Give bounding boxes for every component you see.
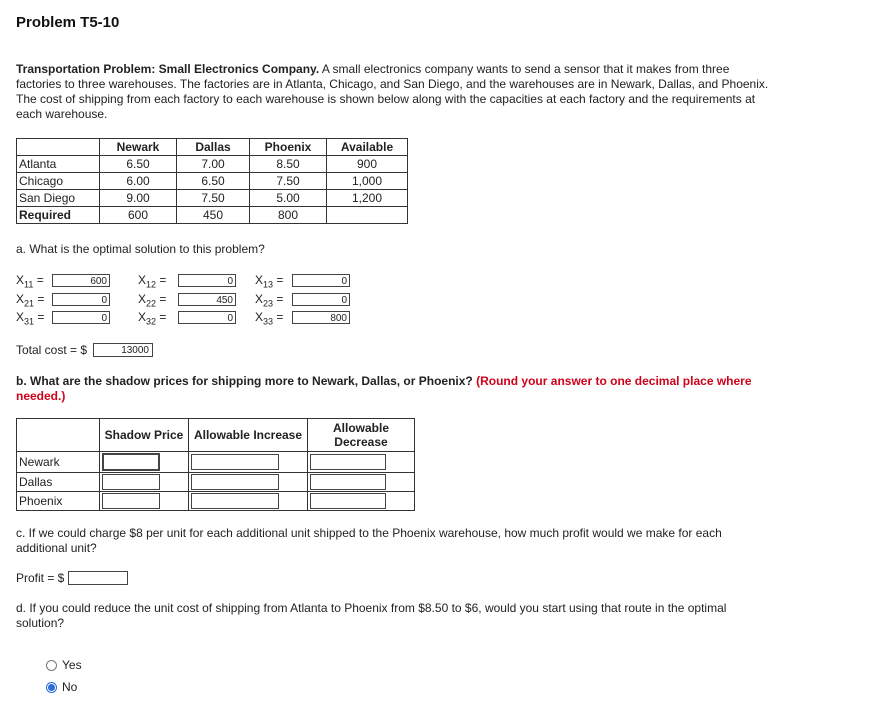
- part-d-question: d. If you could reduce the unit cost of shipping from Atlanta to Phoenix from $8.50 to $6, would you start using that route in the optimal solution?: [16, 601, 727, 630]
- cost-cell: 600: [100, 207, 177, 224]
- allowable-increase-phoenix-input[interactable]: [191, 493, 279, 509]
- profit-input[interactable]: [68, 571, 128, 585]
- part-b-question: [16, 374, 776, 404]
- row-label: Chicago: [17, 173, 100, 190]
- cost-cell: 7.00: [177, 156, 250, 173]
- row-label: San Diego: [17, 190, 100, 207]
- var-label-x33: $X_{33}$ =: [255, 310, 284, 327]
- shadow-price-cell: [100, 473, 189, 492]
- var-label-x21: $X_{21}$ =: [16, 292, 45, 309]
- cost-cell: 6.50: [177, 173, 250, 190]
- allowable-increase-dallas-input[interactable]: [191, 474, 279, 490]
- shadow-row-dallas: [17, 473, 415, 492]
- var-label-x13: $X_{13}$ =: [255, 273, 284, 290]
- intro-text: A small electronics company wants to send a sensor that it makes from three factories to three warehouses. The factories are in Atlanta, Chicago, and San Diego, and the warehouses are in Newark, Dallas, and Phoenix. The cost of shipping from each factory to each warehouse is shown below along with the capacities at each factory and the requirements at each warehouse.: [16, 62, 769, 121]
- cost-cell: 450: [177, 207, 250, 224]
- row-label: Newark: [17, 452, 100, 473]
- radio-label-yes: Yes: [62, 658, 82, 672]
- part-a-question: a. What is the optimal solution to this problem?: [16, 242, 265, 256]
- x23-input[interactable]: 0: [292, 293, 350, 306]
- shadow-header-price: Shadow Price: [100, 419, 189, 452]
- x12-input[interactable]: 0: [178, 274, 236, 287]
- row-label: Atlanta: [17, 156, 100, 173]
- cost-cell: [327, 207, 408, 224]
- shadow-header-increase: Allowable Increase: [189, 419, 308, 452]
- row-label: Phoenix: [17, 492, 100, 511]
- radio-checked-icon[interactable]: [46, 682, 57, 693]
- x31-input[interactable]: 0: [52, 311, 110, 324]
- x13-input[interactable]: 0: [292, 274, 350, 287]
- cost-row-san-diego: [17, 190, 408, 207]
- var-label-x23: $X_{23}$ =: [255, 292, 284, 309]
- shadow-price-dallas-input[interactable]: [102, 474, 160, 490]
- cost-row-atlanta: [17, 156, 408, 173]
- cost-header-available: Available: [327, 139, 408, 156]
- cost-cell: 7.50: [250, 173, 327, 190]
- allowable-increase-newark-input[interactable]: [191, 454, 279, 470]
- var-label-x31: $X_{31}$ =: [16, 310, 45, 327]
- x22-input[interactable]: 450: [178, 293, 236, 306]
- cost-cell: 8.50: [250, 156, 327, 173]
- radio-label-no: No: [62, 680, 78, 694]
- shadow-header-row: [17, 419, 415, 452]
- shadow-header-blank: [17, 419, 100, 452]
- cost-cell: 1,000: [327, 173, 408, 190]
- x11-input[interactable]: 600: [52, 274, 110, 287]
- var-label-x12: $X_{12}$ =: [138, 273, 167, 290]
- cost-cell: 900: [327, 156, 408, 173]
- profit-label: Profit = $: [16, 571, 65, 585]
- allowable-decrease-phoenix-input[interactable]: [310, 493, 386, 509]
- radio-unchecked-icon[interactable]: [46, 660, 57, 671]
- cost-header-blank: [17, 139, 100, 156]
- cost-table: [16, 138, 408, 224]
- allowable-decrease-cell: [308, 452, 415, 473]
- cost-row-required: [17, 207, 408, 224]
- allowable-increase-cell: [189, 492, 308, 511]
- cost-cell: 1,200: [327, 190, 408, 207]
- allowable-decrease-newark-input[interactable]: [310, 454, 386, 470]
- allowable-decrease-cell: [308, 473, 415, 492]
- intro-bold: Transportation Problem: Small Electronics Company.: [16, 62, 320, 76]
- shadow-price-cell: [100, 492, 189, 511]
- allowable-decrease-cell: [308, 492, 415, 511]
- shadow-price-cell: [100, 452, 189, 473]
- allowable-decrease-dallas-input[interactable]: [310, 474, 386, 490]
- page-title: Problem T5-10: [16, 14, 120, 31]
- x33-input[interactable]: 800: [292, 311, 350, 324]
- x21-input[interactable]: 0: [52, 293, 110, 306]
- var-label-x11: $X_{11}$ =: [16, 273, 44, 290]
- shadow-price-newark-input[interactable]: [102, 453, 160, 471]
- radio-option-yes[interactable]: [46, 658, 82, 672]
- part-c-question: c. If we could charge $8 per unit for each additional unit shipped to the Phoenix warehouse, how much profit would we make for each additional unit?: [16, 526, 722, 555]
- row-label: Required: [17, 207, 100, 224]
- shadow-price-table: [16, 418, 415, 511]
- row-label: Dallas: [17, 473, 100, 492]
- shadow-row-phoenix: [17, 492, 415, 511]
- problem-intro: [16, 62, 771, 122]
- cost-cell: 5.00: [250, 190, 327, 207]
- cost-header-newark: Newark: [100, 139, 177, 156]
- total-cost-input[interactable]: 13000: [93, 343, 153, 357]
- shadow-row-newark: [17, 452, 415, 473]
- var-label-x22: $X_{22}$ =: [138, 292, 167, 309]
- x32-input[interactable]: 0: [178, 311, 236, 324]
- cost-header-dallas: Dallas: [177, 139, 250, 156]
- cost-cell: 6.00: [100, 173, 177, 190]
- cost-header-phoenix: Phoenix: [250, 139, 327, 156]
- cost-cell: 7.50: [177, 190, 250, 207]
- shadow-header-decrease: Allowable Decrease: [308, 419, 415, 452]
- cost-row-chicago: [17, 173, 408, 190]
- cost-cell: 9.00: [100, 190, 177, 207]
- allowable-increase-cell: [189, 452, 308, 473]
- shadow-price-phoenix-input[interactable]: [102, 493, 160, 509]
- cost-cell: 6.50: [100, 156, 177, 173]
- cost-cell: 800: [250, 207, 327, 224]
- cost-header-row: [17, 139, 408, 156]
- part-b-text: b. What are the shadow prices for shipping more to Newark, Dallas, or Phoenix?: [16, 374, 473, 388]
- allowable-increase-cell: [189, 473, 308, 492]
- total-cost-label: Total cost = $: [16, 343, 88, 357]
- radio-option-no[interactable]: [46, 680, 77, 694]
- rounding-note: (Round your answer to one decimal place where needed.): [16, 374, 752, 403]
- var-label-x32: $X_{32}$ =: [138, 310, 167, 327]
